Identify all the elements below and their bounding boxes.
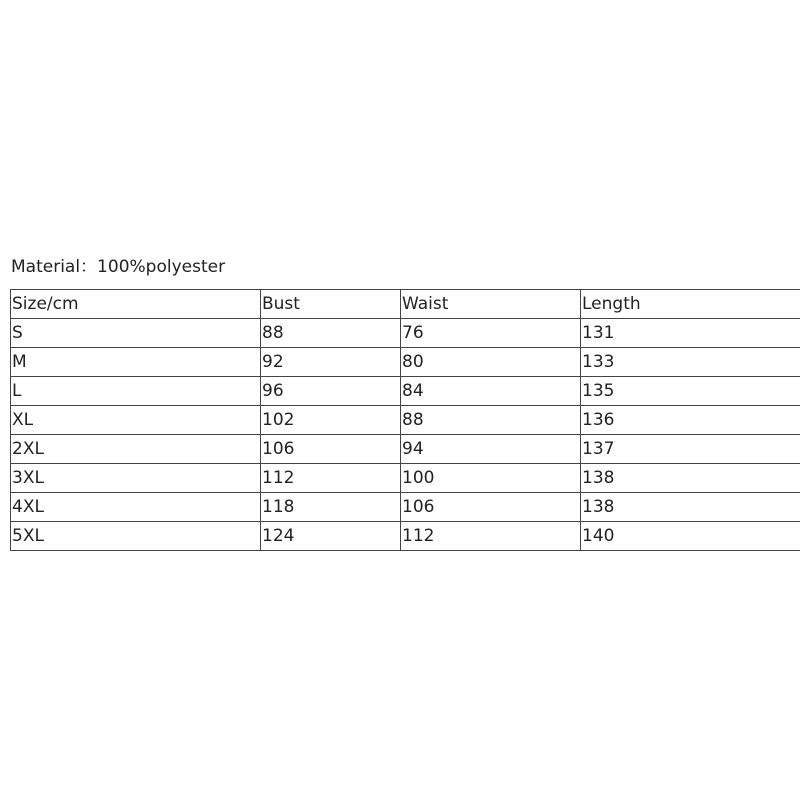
table-row (11, 493, 800, 522)
cell-bust: 112 (261, 464, 401, 493)
cell-length: 137 (581, 435, 800, 464)
cell-length: 138 (581, 493, 800, 522)
table-row (11, 406, 800, 435)
table-row (11, 522, 800, 551)
cell-size: 5XL (11, 522, 261, 551)
cell-bust: 106 (261, 435, 401, 464)
cell-length: 133 (581, 348, 800, 377)
cell-bust: 118 (261, 493, 401, 522)
table-row (11, 348, 800, 377)
cell-waist: 88 (401, 406, 581, 435)
cell-waist: 76 (401, 319, 581, 348)
cell-waist: 94 (401, 435, 581, 464)
table-row (11, 464, 800, 493)
table-row (11, 377, 800, 406)
cell-size: S (11, 319, 261, 348)
table-row (11, 435, 800, 464)
cell-bust: 92 (261, 348, 401, 377)
cell-length: 136 (581, 406, 800, 435)
cell-size: M (11, 348, 261, 377)
cell-waist: 106 (401, 493, 581, 522)
cell-waist: 100 (401, 464, 581, 493)
cell-size: 4XL (11, 493, 261, 522)
header-size: Size/cm (11, 290, 261, 319)
cell-bust: 124 (261, 522, 401, 551)
cell-bust: 96 (261, 377, 401, 406)
header-waist: Waist (401, 290, 581, 319)
header-length: Length (581, 290, 800, 319)
cell-length: 140 (581, 522, 800, 551)
size-chart-body (11, 290, 800, 551)
cell-waist: 112 (401, 522, 581, 551)
cell-length: 138 (581, 464, 800, 493)
cell-size: XL (11, 406, 261, 435)
material-label: Material：100%polyester (11, 257, 226, 277)
header-bust: Bust (261, 290, 401, 319)
cell-size: 3XL (11, 464, 261, 493)
cell-size: 2XL (11, 435, 261, 464)
cell-length: 135 (581, 377, 800, 406)
table-header-row (11, 290, 800, 319)
cell-bust: 102 (261, 406, 401, 435)
table-row (11, 319, 800, 348)
cell-waist: 80 (401, 348, 581, 377)
cell-bust: 88 (261, 319, 401, 348)
cell-waist: 84 (401, 377, 581, 406)
size-chart-table (10, 289, 800, 551)
cell-length: 131 (581, 319, 800, 348)
cell-size: L (11, 377, 261, 406)
